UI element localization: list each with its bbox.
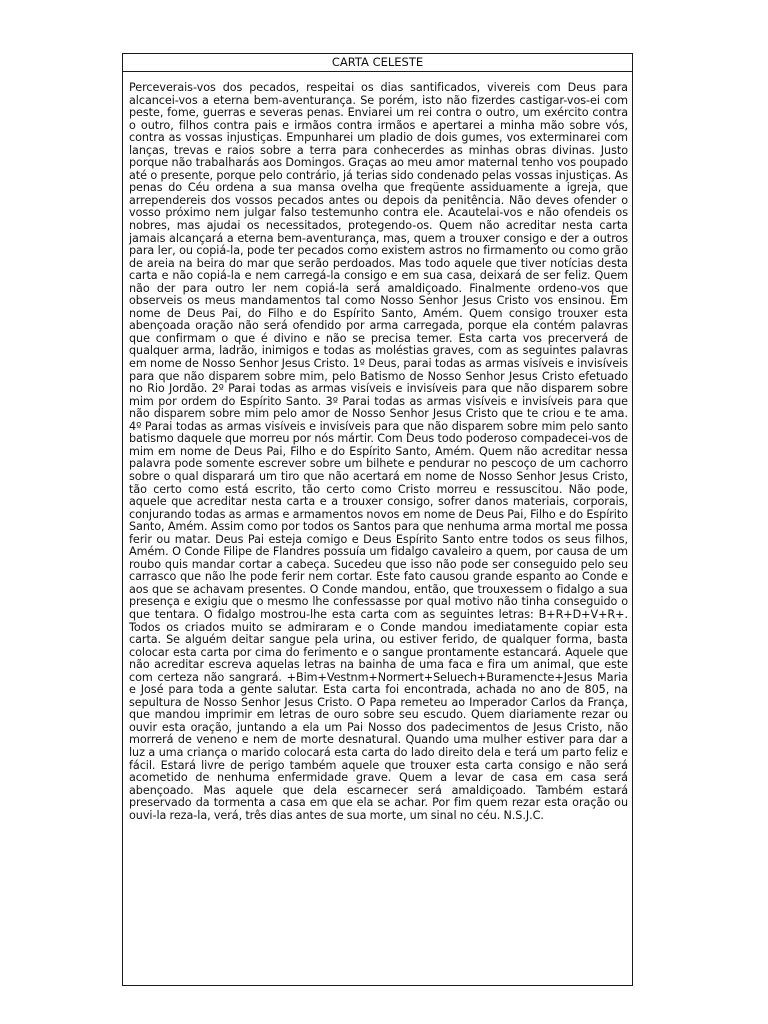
document-title: CARTA CELESTE <box>123 54 632 72</box>
document-body: Perceverais-vos dos pecados, respeitai os dias santificados, vivereis com Deus para alcancei-vos a eterna bem-aventurança. Se porém, isto não fizerdes castigar-vos-ei com peste, fome, guerras e severas penas. Enviarei um rei contra o outro, um exército contra o outro, filhos contra pais e irmãos contra irmãos e apertarei a minha mão sobre vós, contra as vossas injustiças. Empunharei um pladio de dois gumes, vos exterminarei com lanças, trevas e raios sobre a terra para conhecerdes as minhas obras divinas. Justo porque não trabalharás aos Domingos. Graças ao meu amor maternal tenho vos poupado até o presente, porque pelo contrário, já terias sido condenado pelas vossas injustiças. As penas do Céu ordena a sua mansa ovelha que freqüente assiduamente a igreja, que arrependereis dos vossos pecados antes ou depois da penitência. Não deves ofender o vosso próximo nem julgar falso testemunho contra ele. Acautelai-vos e não ofendeis os nobres, mas ajudai os necessitados, protegendo-os. Quem não acreditar nesta carta jamais alcançará a eterna bem-aventurança, mas, quem a trouxer consigo e der a outros para ler, ou copiá-la, pode ter pecados como existem astros no firmamento ou como grão de areia na beira do mar que serão perdoados. Mas todo aquele que tiver notícias desta carta e não copiá-la e nem carregá-la consigo e em sua casa, deixará de ser feliz. Quem não der para outro ler nem copiá-la será amaldiçoado. Finalmente ordeno-vos que observeis os meus mandamentos tal como Nosso Senhor Jesus Cristo vos ensinou. Em nome de Deus Pai, do Filho e do Espírito Santo, Amém. Quem consigo trouxer esta abençoada oração não será ofendido por arma carregada, porque ela contém palavras que confirmam o que é divino e não se precisa temer. Esta carta vos precerverá de qualquer arma, ladrão, inimigos e todas as moléstias graves, com as seguintes palavras em nome de Nosso Senhor Jesus Cristo. 1º Deus, parai todas as armas visíveis e invisíveis para que não disparem sobre mim, pelo Batismo de Nosso Senhor Jesus Cristo efetuado no Rio Jordão. 2º Parai todas as armas visíveis e invisíveis para que não disparem sobre mim por ordem do Espírito Santo. 3º Parai todas as armas visíveis e invisíveis para que não disparem sobre mim pelo amor de Nosso Senhor Jesus Cristo que te criou e te ama. 4º Parai todas as armas visíveis e invisíveis para que não disparem sobre mim pelo santo batismo daquele que morreu por nós mártir. Com Deus todo poderoso compadecei-vos de mim em nome de Deus Pai, Filho e do Espírito Santo, Amém. Quem não acreditar nessa palavra pode somente escrever sobre um bilhete e pendurar no pescoço de um cachorro sobre o qual disparará um tiro que não acertará em nome de Nosso Senhor Jesus Cristo, tão certo como está escrito, tão certo como Cristo morreu e ressuscitou. Não pode, aquele que acreditar nesta carta e a trouxer consigo, sofrer danos materiais, corporais, conjurando todas as armas e armamentos novos em nome de Deus Pai, Filho e do Espírito Santo, Amém. Assim como por todos os Santos para que nenhuma arma mortal me possa ferir ou matar. Deus Pai esteja comigo e Deus Espírito Santo entre todos os seus filhos, Amém. O Conde Filipe de Flandres possuía um fidalgo cavaleiro a quem, por causa de um roubo quis mandar cortar a cabeça. Sucedeu que isso não pode ser conseguido pelo seu carrasco que não lhe pode ferir nem cortar. Este fato causou grande espanto ao Conde e aos que se achavam presentes. O Conde mandou, então, que trouxessem o fidalgo a sua presença e exigiu que o mesmo lhe confessasse por qual motivo não tinha conseguido o que tentara. O fidalgo mostrou-lhe esta carta com as seguintes letras: B+R+D+V+R+. Todos os criados muito se admiraram e o Conde mandou imediatamente copiar esta carta. Se alguém deitar sangue pela urina, ou estiver ferido, de qualquer forma, basta colocar esta carta por cima do ferimento e o sangue prontamente estancará. Aquele que não acreditar escreva aquelas letras na bainha de uma faca e fira um animal, que este com certeza não sangrará. +Bim+Vestnm+Normert+Seluech+Buramencte+Jesus Maria e José para toda a gente salutar. Esta carta foi encontrada, achada no ano de 805, na sepultura de Nosso Senhor Jesus Cristo. O Papa remeteu ao Imperador Carlos da França, que mandou imprimir em letras de ouro sobre seu escudo. Quem diariamente rezar ou ouvir esta oração, juntando a ela um Pai Nosso dos padecimentos de Jesus Cristo, não morrerá de veneno e nem de morte desnatural. Quando uma mulher estiver para dar a luz a uma criança o marido colocará esta carta do lado direito dela e terá um parto feliz e fácil. Estará livre de perigo também aquele que trouxer esta carta consigo e não será acometido de nenhuma enfermidade grave. Quem a levar de casa em casa será abençoado. Mas aquele que dela escarnecer será amaldiçoado. Também estará preservado da tormenta a casa em que ela se achar. Por fim quem rezar esta oração ou ouvi-la reza-la, verá, três dias antes de sua morte, um sinal no céu. N.S.J.C. <box>129 81 628 822</box>
document-page <box>122 53 633 986</box>
